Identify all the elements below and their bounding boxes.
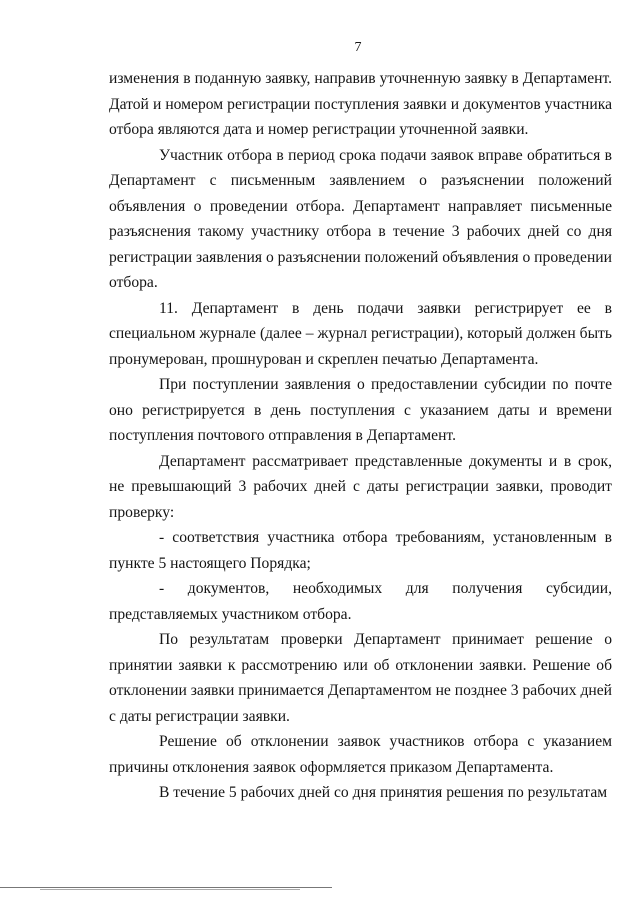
paragraph: Решение об отклонении заявок участников отбора с указанием причины отклонения заявок оформляется приказом Департамента.	[109, 733, 612, 776]
list-item: - документов, необходимых для получения субсидии, представляемых участником отбора.	[109, 580, 612, 623]
paragraph: В течение 5 рабочих дней со дня принятия решения по результатам	[159, 784, 608, 801]
paragraph: Департамент рассматривает представленные документы и в срок, не превышающий 3 рабочих дней с даты регистрации заявки, проводит проверку:	[109, 452, 612, 521]
page-number-text: 7	[354, 40, 362, 55]
paragraph: 11. Департамент в день подачи заявки регистрирует ее в специальном журнале (далее – журнал регистрации), который должен быть пронумерован, прошнурован и скреплен печатью Департамента.	[109, 299, 612, 368]
bottom-rule	[0, 887, 332, 888]
paragraph: По результатам проверки Департамент принимает решение о принятии заявки к рассмотрению или об отклонении заявки. Решение об отклонении заявки принимается Департаментом не позднее 3 рабочих дней с даты регистрации заявки.	[109, 631, 612, 725]
bottom-rule	[40, 889, 300, 890]
document-body	[109, 66, 612, 806]
paragraph: Участник отбора в период срока подачи заявок вправе обратиться в Департамент с письменным заявлением о разъяснении положений объявления о проведении отбора. Департамент направляет письменные разъяснения такому участнику отбора в течение 3 рабочих дней со дня регистрации заявления о разъяснении положений объявления о проведении отбора.	[109, 146, 612, 291]
paragraph: При поступлении заявления о предоставлении субсидии по почте оно регистрируется в день поступления с указанием даты и времени поступления почтового отправления в Департамент.	[109, 376, 612, 444]
paragraph: изменения в поданную заявку, направив уточненную заявку в Департамент. Датой и номером регистрации поступления заявки и документов участника отбора являются дата и номер регистрации уточненной заявки.	[109, 70, 612, 138]
page-number	[0, 40, 640, 56]
list-item: - соответствия участника отбора требованиям, установленным в пункте 5 настоящего Порядка;	[109, 529, 612, 572]
